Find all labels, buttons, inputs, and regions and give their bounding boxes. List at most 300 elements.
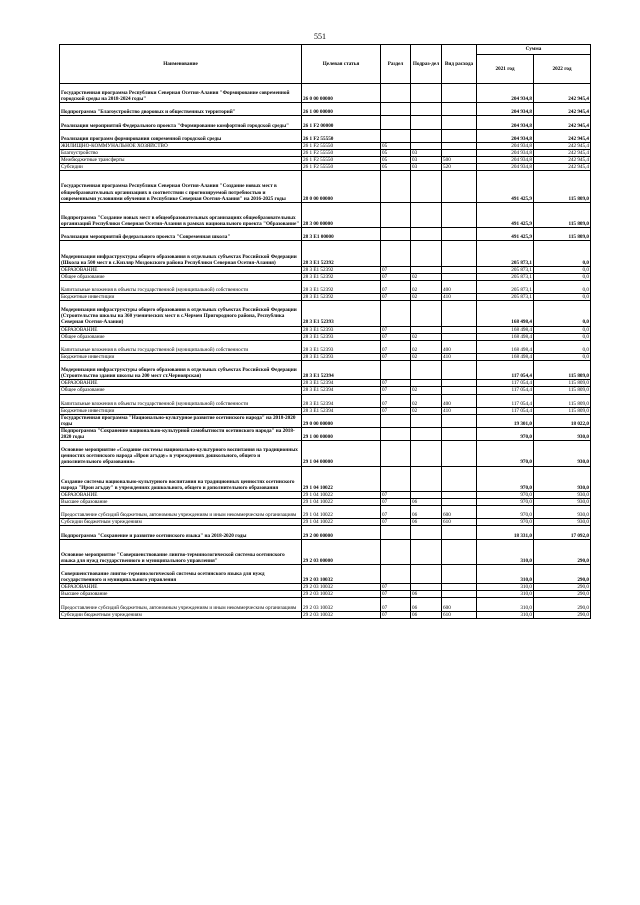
section-cell: 07 [381,584,411,591]
section-cell [381,466,411,491]
section-cell: 07 [381,394,411,407]
target-cell: 26 1 F2 55550 [302,157,381,164]
sum-2022-cell: 115 809,0 [534,394,591,407]
name-cell: Основное мероприятие «Создание системы национально-культурного воспитания на традиционных ценностях осетинского народа «Ирон агъдау» в учреждениях дошкольного, общего и дополнительного образования» [60,441,302,466]
section-cell [381,84,411,103]
target-cell: 26 1 F2 55550 [302,164,381,171]
subsection-cell [411,361,442,380]
section-cell: 07 [381,326,411,333]
section-cell: 05 [381,157,411,164]
sum-2022-cell: 290,0 [534,565,591,584]
subsection-cell: 02 [411,407,442,414]
target-cell: 28 3 E1 52394 [302,361,381,380]
sum-2022-cell: 930,0 [534,499,591,506]
expense-type-cell [442,149,477,156]
sum-2021-cell: 970,0 [477,466,534,491]
sum-2022-cell: 930,0 [534,519,591,526]
subsection-cell [411,414,442,427]
expense-type-cell [442,171,477,203]
subsection-cell [411,241,442,266]
subsection-cell [411,565,442,584]
section-cell: 07 [381,266,411,273]
table-row [60,84,591,103]
sum-2022-cell: 0,0 [534,301,591,326]
name-cell: Благоустройство [60,149,302,156]
subsection-cell [411,301,442,326]
sum-2021-cell: 491 425,9 [477,202,534,227]
target-cell: 28 3 E1 52392 [302,273,381,280]
target-cell: 29 1 04 10022 [302,491,381,498]
subsection-cell [411,491,442,498]
sum-2022-cell: 242 945,4 [534,164,591,171]
name-cell: Модернизация инфраструктуры общего образования в отдельных субъектах Российской Федерации (Школа на 500 мест в с.Кизляр Моздокского района Республики Северная Осетия-Алания) [60,241,302,266]
table-row [60,266,591,273]
name-cell: Общее образование [60,273,302,280]
table-row [60,380,591,387]
target-cell: 28 3 E1 52392 [302,266,381,273]
expense-type-cell [442,84,477,103]
name-cell: Бюджетные инвестиции [60,353,302,360]
subsection-cell: 03 [411,164,442,171]
sum-2021-cell: 204 934,8 [477,157,534,164]
section-cell: 07 [381,340,411,353]
subsection-cell: 02 [411,273,442,280]
target-cell: 26 1 00 00000 [302,103,381,116]
table-row [60,116,591,129]
sum-2021-cell: 117 054,4 [477,361,534,380]
target-cell: 28 3 E1 52394 [302,380,381,387]
expense-type-cell: 400 [442,340,477,353]
sum-2021-cell: 204 934,8 [477,129,534,142]
expense-type-cell [442,499,477,506]
target-cell: 28 3 E1 52394 [302,407,381,414]
sum-2022-cell: 0,0 [534,280,591,293]
subsection-cell [411,526,442,539]
name-cell: Предоставление субсидий бюджетным, автономным учреждениям и иным некоммерческим организациям [60,598,302,611]
name-cell: Общее образование [60,387,302,394]
sum-2021-cell: 310,0 [477,598,534,611]
header-sum: Сумма [477,45,591,55]
name-cell: Общее образование [60,333,302,340]
sum-2021-cell: 310,0 [477,611,534,618]
section-cell: 07 [381,333,411,340]
name-cell: Государственная программа Республики Северная Осетия-Алания "Создание новых мест в общеобразовательных организациях в соответствии с прогнозируемой потребностью и современными условиями обучения в Республике Северная Осетия-Алания" на 2016-2025 годы [60,171,302,203]
table-row [60,565,591,584]
sum-2022-cell: 242 945,4 [534,103,591,116]
target-cell: 28 3 E1 52393 [302,301,381,326]
sum-2021-cell: 117 054,4 [477,380,534,387]
name-cell: ЖИЛИЩНО-КОММУНАЛЬНОЕ ХОЗЯЙСТВО [60,142,302,149]
section-cell: 07 [381,611,411,618]
expense-type-cell: 520 [442,164,477,171]
target-cell: 29 1 04 10022 [302,519,381,526]
sum-2022-cell: 930,0 [534,506,591,519]
sum-2022-cell: 930,0 [534,491,591,498]
name-cell: ОБРАЗОВАНИЕ [60,491,302,498]
table-row [60,506,591,519]
section-cell [381,241,411,266]
table-row [60,598,591,611]
target-cell: 29 1 04 10022 [302,499,381,506]
name-cell: Совершенствование лингво-терминологической системы осетинского языка для нужд государственного и муниципального управления [60,565,302,584]
sum-2022-cell: 290,0 [534,584,591,591]
sum-2022-cell: 0,0 [534,333,591,340]
table-row [60,149,591,156]
table-row [60,407,591,414]
target-cell: 28 3 E1 52394 [302,387,381,394]
target-cell: 29 1 04 00000 [302,441,381,466]
sum-2021-cell: 204 934,8 [477,149,534,156]
section-cell [381,414,411,427]
table-body [60,84,591,619]
target-cell: 29 2 03 10032 [302,598,381,611]
table-row [60,280,591,293]
sum-2022-cell: 930,0 [534,441,591,466]
section-cell [381,441,411,466]
target-cell: 29 2 03 10032 [302,565,381,584]
section-cell: 07 [381,380,411,387]
target-cell: 29 1 04 10022 [302,506,381,519]
name-cell: Основное мероприятие "Совершенствование лингво-терминологической системы осетинского языка для нужд государственного и муниципального управления" [60,539,302,564]
table-row [60,142,591,149]
expense-type-cell [442,361,477,380]
header-section: Раздел [381,45,411,84]
header-name: Наименование [60,45,302,84]
name-cell: Реализация мероприятий Федерального проекта "Формирование комфортной городской среды" [60,116,302,129]
table-row [60,103,591,116]
target-cell: 29 1 00 00000 [302,427,381,440]
table-row [60,202,591,227]
section-cell [381,301,411,326]
expense-type-cell [442,129,477,142]
section-cell [381,427,411,440]
sum-2022-cell: 18 022,0 [534,414,591,427]
table-row [60,228,591,241]
target-cell: 28 3 E1 52393 [302,333,381,340]
subsection-cell [411,142,442,149]
sum-2021-cell: 970,0 [477,491,534,498]
sum-2022-cell: 115 809,0 [534,407,591,414]
expense-type-cell: 610 [442,611,477,618]
name-cell: ОБРАЗОВАНИЕ [60,266,302,273]
table-row [60,340,591,353]
sum-2021-cell: 117 054,4 [477,394,534,407]
sum-2022-cell: 115 809,0 [534,361,591,380]
subsection-cell: 03 [411,157,442,164]
section-cell: 07 [381,491,411,498]
header-2021: 2021 год [477,55,534,84]
name-cell: Модернизация инфраструктуры общего образования в отдельных субъектах Российской Федерации (Строительство здания школы на 200 мест ст.Черноярская) [60,361,302,380]
expense-type-cell [442,526,477,539]
section-cell: 07 [381,591,411,598]
expense-type-cell [442,466,477,491]
section-cell: 05 [381,149,411,156]
table-row [60,414,591,427]
sum-2021-cell: 970,0 [477,519,534,526]
subsection-cell [411,171,442,203]
name-cell: Капитальные вложения в объекты государственной (муниципальной) собственности [60,394,302,407]
table-row [60,394,591,407]
subsection-cell [411,466,442,491]
subsection-cell: 02 [411,340,442,353]
expense-type-cell [442,273,477,280]
target-cell: 26 1 F2 55550 [302,142,381,149]
expense-type-cell [442,414,477,427]
table-row [60,584,591,591]
name-cell: Межбюджетные трансферты [60,157,302,164]
table-row [60,164,591,171]
sum-2022-cell: 0,0 [534,353,591,360]
subsection-cell: 06 [411,499,442,506]
target-cell: 28 3 E1 52394 [302,394,381,407]
name-cell: Государственная программа Республики Северная Осетия-Алания "Формирование современной городской среды на 2018-2024 годы" [60,84,302,103]
section-cell [381,526,411,539]
target-cell: 29 1 04 10022 [302,466,381,491]
expense-type-cell [442,142,477,149]
target-cell: 28 3 E1 52392 [302,280,381,293]
expense-type-cell [442,565,477,584]
section-cell: 07 [381,598,411,611]
target-cell: 26 1 F2 00000 [302,116,381,129]
name-cell: ОБРАЗОВАНИЕ [60,584,302,591]
sum-2022-cell: 242 945,4 [534,149,591,156]
sum-2021-cell: 204 934,8 [477,164,534,171]
table-row [60,539,591,564]
table-row [60,241,591,266]
section-cell [381,171,411,203]
expense-type-cell [442,387,477,394]
name-cell: Субсидии бюджетным учреждениям [60,519,302,526]
table-row [60,441,591,466]
table-row [60,526,591,539]
name-cell: Подпрограмма "Создание новых мест в общеобразовательных организациях общеобразовательных организаций Республики Северная Осетия-Алания в рамках национального проекта "Образование" [60,202,302,227]
sum-2022-cell: 0,0 [534,266,591,273]
section-cell: 07 [381,519,411,526]
expense-type-cell: 610 [442,519,477,526]
name-cell: Реализация программ формирования современной городской среды [60,129,302,142]
sum-2022-cell: 115 809,0 [534,171,591,203]
expense-type-cell [442,116,477,129]
sum-2022-cell: 290,0 [534,591,591,598]
sum-2022-cell: 242 945,4 [534,129,591,142]
name-cell: Капитальные вложения в объекты государственной (муниципальной) собственности [60,280,302,293]
sum-2021-cell: 117 054,4 [477,407,534,414]
name-cell: Реализация мероприятий федерального проекта "Современная школа" [60,228,302,241]
section-cell: 07 [381,280,411,293]
table-row [60,611,591,618]
subsection-cell: 06 [411,591,442,598]
subsection-cell [411,380,442,387]
table-row [60,466,591,491]
target-cell: 29 2 03 10032 [302,591,381,598]
sum-2021-cell: 310,0 [477,565,534,584]
target-cell: 26 0 00 00000 [302,84,381,103]
sum-2021-cell: 168 498,4 [477,301,534,326]
name-cell: Высшее образование [60,499,302,506]
table-row [60,361,591,380]
sum-2022-cell: 0,0 [534,326,591,333]
table-row [60,333,591,340]
header-target: Целевая статья [302,45,381,84]
subsection-cell [411,266,442,273]
table-row [60,353,591,360]
expense-type-cell [442,228,477,241]
expense-type-cell [442,103,477,116]
expense-type-cell [442,591,477,598]
header-subsection: Подраз-дел [411,45,442,84]
name-cell: Подпрограмма "Сохранение национально-культурной самобытности осетинского народа" на 2018-2020 годы [60,427,302,440]
expense-type-cell [442,266,477,273]
sum-2021-cell: 168 498,4 [477,353,534,360]
subsection-cell [411,539,442,564]
sum-2021-cell: 310,0 [477,591,534,598]
subsection-cell: 06 [411,519,442,526]
sum-2021-cell: 310,0 [477,584,534,591]
subsection-cell [411,202,442,227]
subsection-cell: 02 [411,333,442,340]
expense-type-cell [442,491,477,498]
subsection-cell [411,116,442,129]
table-row [60,157,591,164]
expense-type-cell [442,441,477,466]
subsection-cell: 02 [411,280,442,293]
section-cell: 05 [381,142,411,149]
page-number: 551 [314,32,326,41]
subsection-cell [411,441,442,466]
section-cell: 07 [381,506,411,519]
target-cell: 26 1 F2 55550 [302,149,381,156]
name-cell: ОБРАЗОВАНИЕ [60,326,302,333]
section-cell: 07 [381,353,411,360]
expense-type-cell [442,241,477,266]
budget-table [59,44,591,619]
section-cell [381,539,411,564]
subsection-cell [411,584,442,591]
expense-type-cell [442,380,477,387]
target-cell: 29 2 03 10032 [302,584,381,591]
table-row [60,387,591,394]
table-row [60,591,591,598]
target-cell: 28 3 E1 00000 [302,228,381,241]
section-cell: 07 [381,294,411,301]
sum-2021-cell: 970,0 [477,499,534,506]
target-cell: 28 3 00 00000 [302,202,381,227]
subsection-cell [411,129,442,142]
sum-2022-cell: 115 809,0 [534,202,591,227]
expense-type-cell: 410 [442,294,477,301]
section-cell: 07 [381,407,411,414]
table-row [60,491,591,498]
sum-2021-cell: 970,0 [477,441,534,466]
section-cell: 05 [381,164,411,171]
sum-2021-cell: 117 054,4 [477,387,534,394]
sum-2022-cell: 0,0 [534,241,591,266]
name-cell: Субсидии [60,164,302,171]
section-cell [381,116,411,129]
table-row [60,519,591,526]
sum-2021-cell: 204 934,8 [477,84,534,103]
table-row [60,273,591,280]
subsection-cell: 03 [411,149,442,156]
sum-2021-cell: 19 301,0 [477,414,534,427]
expense-type-cell [442,584,477,591]
subsection-cell [411,326,442,333]
target-cell: 28 3 E1 52392 [302,294,381,301]
sum-2022-cell: 115 809,0 [534,387,591,394]
subsection-cell [411,103,442,116]
name-cell: Предоставление субсидий бюджетным, автономным учреждениям и иным некоммерческим организациям [60,506,302,519]
expense-type-cell [442,326,477,333]
subsection-cell: 02 [411,394,442,407]
sum-2022-cell: 242 945,4 [534,116,591,129]
subsection-cell [411,427,442,440]
sum-2022-cell: 242 945,4 [534,157,591,164]
target-cell: 29 2 03 00000 [302,539,381,564]
sum-2022-cell: 115 809,0 [534,228,591,241]
sum-2022-cell: 930,0 [534,466,591,491]
expense-type-cell: 500 [442,157,477,164]
expense-type-cell [442,427,477,440]
name-cell: Создание системы национально-культурного воспитания на традиционных ценностях осетинского народа "Ирон агъдау" в учреждениях дошкольного, общего и дополнительного образования [60,466,302,491]
header-2022: 2022 год [534,55,591,84]
sum-2021-cell: 205 873,1 [477,280,534,293]
name-cell: Бюджетные инвестиции [60,407,302,414]
sum-2021-cell: 168 498,4 [477,326,534,333]
sum-2021-cell: 205 873,1 [477,294,534,301]
target-cell: 28 3 E1 52392 [302,241,381,266]
sum-2022-cell: 290,0 [534,539,591,564]
expense-type-cell: 600 [442,506,477,519]
sum-2021-cell: 310,0 [477,539,534,564]
expense-type-cell [442,539,477,564]
subsection-cell [411,84,442,103]
sum-2021-cell: 204 934,8 [477,142,534,149]
section-cell: 07 [381,273,411,280]
sum-2022-cell: 0,0 [534,294,591,301]
target-cell: 28 3 E1 52393 [302,326,381,333]
expense-type-cell [442,202,477,227]
section-cell: 07 [381,387,411,394]
expense-type-cell [442,301,477,326]
expense-type-cell [442,333,477,340]
name-cell: Подпрограмма "Сохранение и развитие осетинского языка" на 2018-2020 годы [60,526,302,539]
subsection-cell: 02 [411,387,442,394]
header-expense-type: Вид расхода [442,45,477,84]
table-row [60,499,591,506]
table-row [60,301,591,326]
sum-2021-cell: 970,0 [477,506,534,519]
section-cell [381,361,411,380]
section-cell [381,129,411,142]
name-cell: Подпрограмма "Благоустройство дворовых и общественных территорий" [60,103,302,116]
sum-2022-cell: 242 945,4 [534,84,591,103]
target-cell: 29 2 00 00000 [302,526,381,539]
target-cell: 28 0 00 00000 [302,171,381,203]
table-row [60,171,591,203]
sum-2022-cell: 0,0 [534,273,591,280]
subsection-cell: 02 [411,353,442,360]
name-cell: ОБРАЗОВАНИЕ [60,380,302,387]
name-cell: Капитальные вложения в объекты государственной (муниципальной) собственности [60,340,302,353]
sum-2021-cell: 205 873,1 [477,241,534,266]
name-cell: Государственная программа "Национально-культурное развитие осетинского народа" на 2018-2020 годы [60,414,302,427]
subsection-cell: 06 [411,611,442,618]
sum-2021-cell: 205 873,1 [477,266,534,273]
section-cell: 07 [381,499,411,506]
subsection-cell: 06 [411,506,442,519]
expense-type-cell: 400 [442,394,477,407]
sum-2021-cell: 204 934,8 [477,103,534,116]
